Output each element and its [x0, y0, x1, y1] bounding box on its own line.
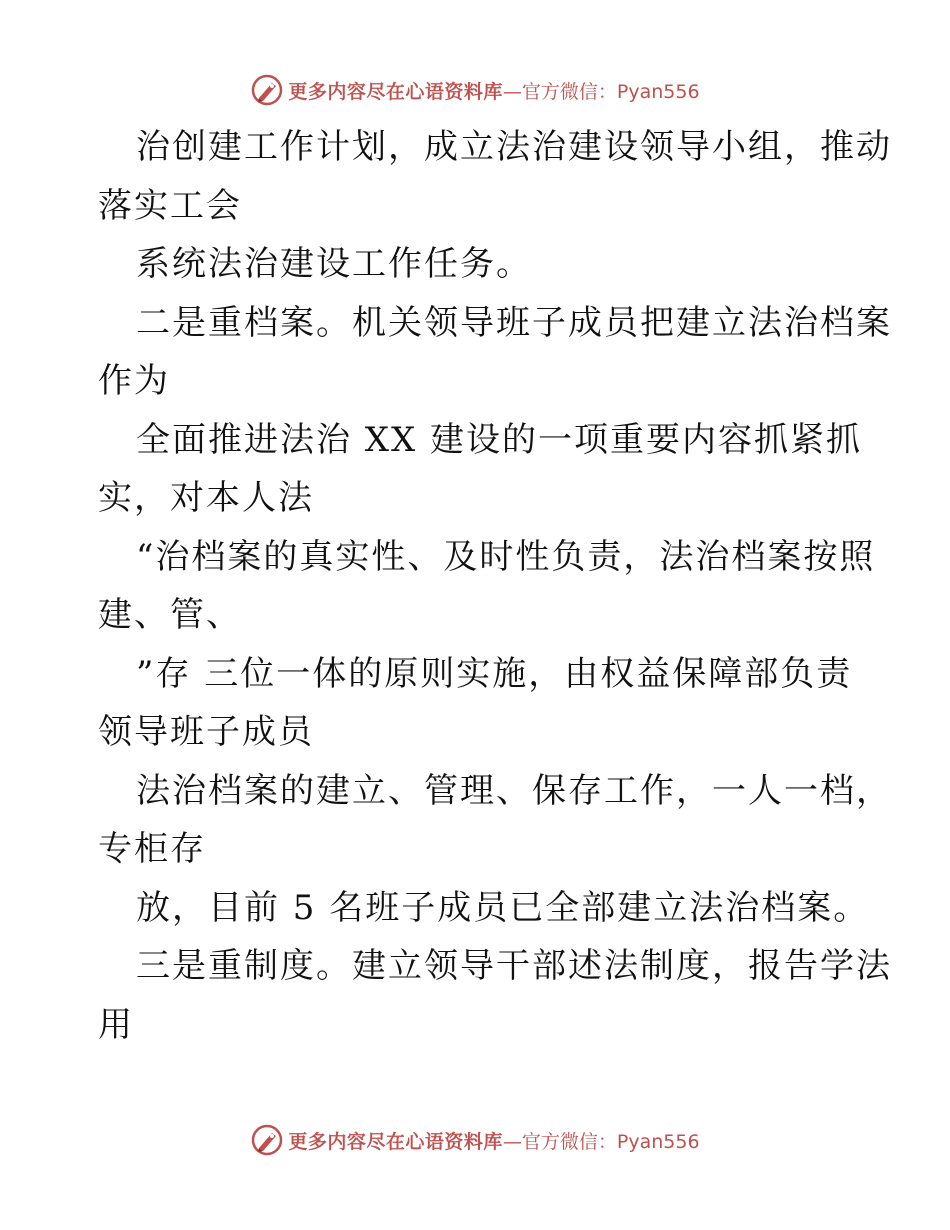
body-line: 领导班子成员	[98, 712, 314, 752]
footer-banner	[0, 1120, 950, 1160]
body-line: 作为	[98, 361, 170, 401]
body-line: 实，对本人法	[98, 478, 314, 518]
banner-main-text: 更多内容尽在心语资料库	[288, 1130, 503, 1153]
body-line: 全面推进法治 XX 建设的一项重要内容抓紧抓	[136, 419, 863, 460]
body-line: “治档案的真实性、及时性负责，法治档案按照	[136, 536, 876, 577]
body-line: 系统法治建设工作任务。	[136, 244, 532, 284]
footer-banner-content	[250, 1123, 699, 1157]
header-banner-content	[250, 73, 699, 107]
pen-logo-icon	[250, 1123, 284, 1157]
body-line: 三是重制度。建立领导干部述法制度，报告学法	[136, 946, 892, 986]
body-line: 建、管、	[98, 595, 242, 635]
body-line: 用	[98, 1004, 134, 1045]
document-body	[98, 118, 892, 1054]
body-line: 治创建工作计划，成立法治建设领导小组，推动	[136, 127, 892, 167]
body-line: 落实工会	[98, 185, 242, 226]
body-line: 放，目前 5 名班子成员已全部建立法治档案。	[136, 887, 870, 928]
body-line: 二是重档案。机关领导班子成员把建立法治档案	[136, 302, 892, 343]
pen-logo-icon	[250, 73, 284, 107]
banner-main-text: 更多内容尽在心语资料库	[288, 80, 503, 103]
body-line: 法治档案的建立、管理、保存工作，一人一档，	[136, 770, 892, 811]
banner-sub-text: —官方微信：Pyan556	[502, 1130, 700, 1153]
body-line: ”存 三位一体的原则实施，由权益保障部负责	[136, 653, 853, 694]
banner-sub-text: —官方微信：Pyan556	[502, 80, 700, 103]
header-banner	[0, 70, 950, 110]
body-line: 专柜存	[98, 829, 206, 869]
